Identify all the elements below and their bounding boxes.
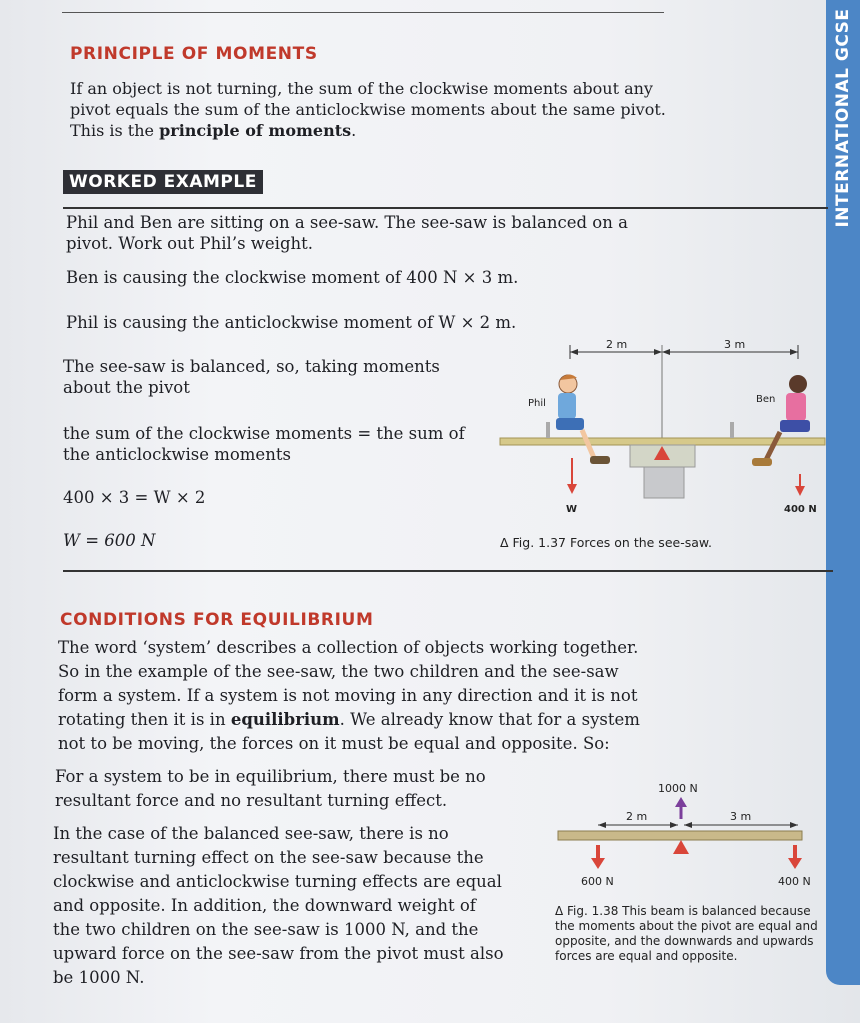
- fig138-dist-left: 2 m: [626, 810, 648, 823]
- upward-force-arrow: [675, 797, 687, 819]
- force-arrow-400n: [795, 474, 805, 496]
- principle-text: If an object is not turning, the sum of the clockwise moments about any pivot equals the sum of the anticlockwise moments about the same pivot. This is the principle of moments.: [70, 79, 666, 140]
- handle-left: [546, 422, 550, 438]
- worked-example-intro: Phil and Ben are sitting on a see-saw. The see-saw is balanced on a pivot. Work out Phil’s weight.: [66, 213, 628, 253]
- beam: [558, 831, 802, 840]
- fig138-arrow-600n: [591, 845, 605, 869]
- equation-1: 400 × 3 = W × 2: [63, 488, 206, 507]
- worked-example-line4: the sum of the clockwise moments = the sum of the anticlockwise moments: [63, 424, 465, 464]
- fig138-dist-right: 3 m: [730, 810, 752, 823]
- equilibrium-heading: CONDITIONS FOR EQUILIBRIUM: [60, 610, 374, 630]
- fig137-name-right: Ben: [756, 394, 776, 405]
- fig138-force-up: 1000 N: [658, 782, 698, 795]
- equilibrium-para1: The word ‘system’ describes a collection of objects working together. So in the example of the see-saw, the two children and the see-saw form a system. If a system is not moving in any direction and it is not rotating then it is in equilibrium. We already know that for a system not to be moving, the forces on it must be equal and opposite. So:: [58, 638, 640, 753]
- fig137-caption: Δ Fig. 1.37 Forces on the see-saw.: [500, 535, 712, 550]
- fig138-caption: Δ Fig. 1.38 This beam is balanced because the moments about the pivot are equal and opposite, and the downwards and upwards forces are equal and opposite.: [555, 904, 818, 963]
- worked-example-rule: [63, 207, 828, 209]
- fig138-force-right: 400 N: [778, 875, 811, 888]
- worked-example-label: WORKED EXAMPLE: [63, 170, 263, 194]
- worked-example-line2: Phil is causing the anticlockwise moment of W × 2 m.: [66, 313, 517, 332]
- fig138-force-left: 600 N: [581, 875, 614, 888]
- fig138-arrow-400n: [788, 845, 802, 869]
- equilibrium-para3: In the case of the balanced see-saw, there is no resultant turning effect on the see-saw because the clockwise and anticlockwise turning effects are equal and opposite. In addition, the downward weight of the two children on the see-saw is 1000 N, and the upward force on the see-saw from the pivot must also be 1000 N.: [53, 824, 504, 987]
- figure-1-38: [550, 775, 820, 890]
- phil-figure: [556, 374, 610, 464]
- fig137-force-right: 400 N: [784, 504, 817, 515]
- handle-right: [730, 422, 734, 438]
- worked-example-line3: The see-saw is balanced, so, taking moments about the pivot: [63, 357, 440, 397]
- fig137-dist-right: 3 m: [724, 338, 746, 351]
- fig137-name-left: Phil: [528, 398, 546, 409]
- fig138-pivot: [673, 840, 689, 854]
- fig137-dist-left: 2 m: [606, 338, 628, 351]
- worked-example-bottom-rule: [63, 570, 833, 572]
- top-rule: [62, 12, 664, 13]
- fig137-force-left: W: [566, 504, 578, 515]
- equation-2: W = 600 N: [63, 531, 156, 550]
- principle-heading: PRINCIPLE OF MOMENTS: [70, 44, 318, 64]
- equilibrium-para2: For a system to be in equilibrium, there must be no resultant force and no resultant turning effect.: [55, 767, 486, 810]
- ben-figure: [752, 375, 810, 466]
- figure-1-37: [490, 330, 830, 530]
- side-tab-label: INTERNATIONAL GCSE: [833, 8, 853, 228]
- force-arrow-w: [567, 458, 577, 494]
- worked-example-line1: Ben is causing the clockwise moment of 400 N × 3 m.: [66, 268, 519, 287]
